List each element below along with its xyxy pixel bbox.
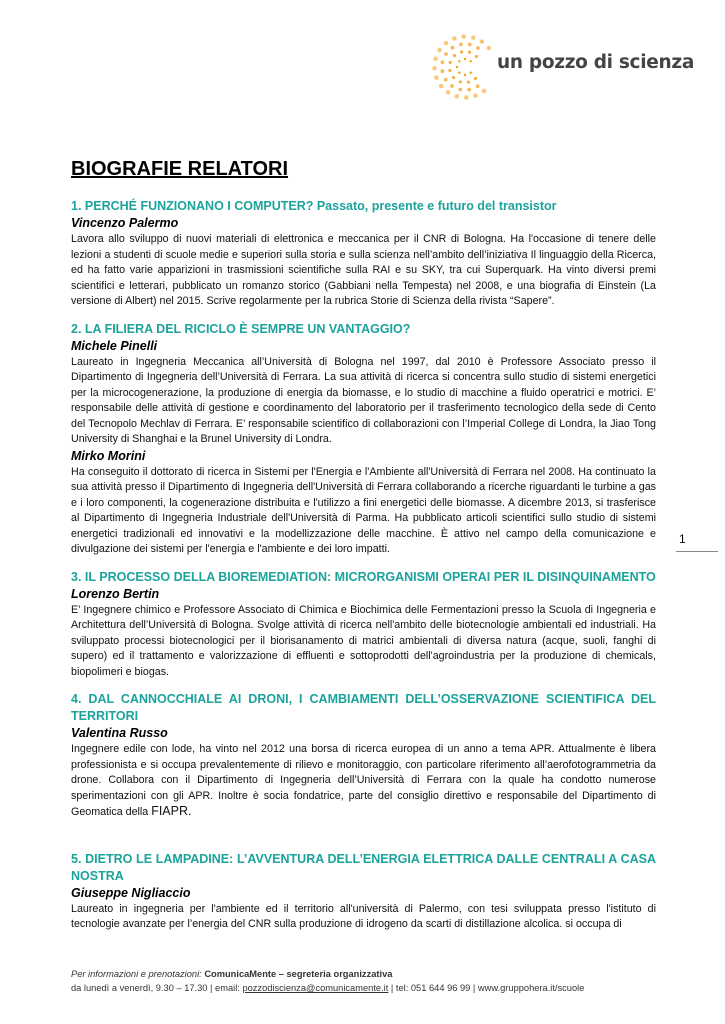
section-title: 5. DIETRO LE LAMPADINE: L’AVVENTURA DELL’ENERGIA ELETTRICA DALLE CENTRALI A CASA NOSTRA [71,851,656,883]
speaker-bio: Ha conseguito il dottorato di ricerca in Sistemi per l'Energia e l'Ambiente all'Università di Ferrara nel 2008. Ha continuato la sua attività presso il Dipartimento di Ingegneria dell'Università di Ferrara collaborando a ricerche riguardanti le turbine a gas e i loro componenti, la cogenerazione distribuita e l'utilizzo a fini energetici delle biomasse. A dicembre 2013, si trasferisce al Dipartimento di Ingegneria Industriale dell'Università di Parma. Ha pubblicato articoli scientifici sullo studio di sistemi energetici tradizionali ed innovativi e la modellizzazione delle macchine. È attivo nel campo della comunicazione e divulgazione dei sistemi per l'energia e l'ambiente e dei loro impatti. [71,465,656,555]
logo-text: un pozzo di scienza [497,52,695,73]
footer-email-link[interactable]: pozzodiscienza@comunicamente.it [242,983,389,993]
speaker-name: Mirko Morini [71,448,146,463]
speaker-bio: Lavora allo sviluppo di nuovi materiali di elettronica e meccanica per il CNR di Bologna. Ha l'occasione di tenere delle lezioni a studenti di scuole medie e superiori sulla storia e sulla scienza nell’ambito dell’iniziativa Il linguaggio della Ricerca, ed ha fatto varie apparizioni in trasmissioni scientifiche sulla RAI e su SKY, tra cui Superquark. Ha vinto diversi premi scientifici e letterari, pubblicato un romanzo storico (Gabbiani nella Tempesta) nel 2008, e una biografia di Einstein (La versione di Albert) nel 2015. Scrive regolarmente per la rubrica Storie di Scienza della rivista “Sapere”. [71,233,656,307]
speaker-name: Lorenzo Bertin [71,586,160,601]
section-2 [71,321,656,558]
speaker-name: Vincenzo Palermo [71,216,179,230]
speaker-bio: Laureato in Ingegneria Meccanica all’Università di Bologna nel 1997, dal 2010 è Professore Associato presso il Dipartimento di Ingegneria dell’Università di Ferrara. La sua attività di ricerca si concentra sullo studio di sistemi energetici per la microcogenerazione, la produzione di energia da biomasse, e lo studio di macchine a fluido operatrici e motrici. E’ responsabile delle attività di gestione e coordinamento del laboratorio per il trasferimento tecnologico della sede di Cento del Tecnopolo Mechlav di Ferrara. E’ responsabile scientifico di collaborazioni con l’Imperial College di Londra, la Jiao Tong University di Shanghai e la Brunel University di Londra. [71,355,656,445]
speaker-bio-text: Ingegnere edile con lode, ha vinto nel 2012 una borsa di ricerca europea di un anno a tema APR. Attualmente è libera professionista e si occupa prevalentemente di rilievo e monitoraggio, con particolare riferimento all’aerofotogrammetria da drone. Collabora con il Dipartimento di Ingegneria dell’Università di Ferrara con la quale ha condotto numerose sperimentazioni con gli APR. Inoltre è socia fondatrice, parte del consiglio direttivo e responsabile del Dipartimento di Geomatica della [71,743,656,818]
speaker-bio: E’ Ingegnere chimico e Professore Associato di Chimica e Biochimica delle Fermentazioni presso la Scuola di Ingegneria e Architettura dell’Università di Bologna. Svolge attività di ricerca nell'ambito delle biotecnologie ambientali ed industriali. Ha sviluppato processi biotecnologici per il biorisanamento di matrici ambientali di diversa natura (acque, suoli, fanghi di supero) ed il trattamento e valorizzazione di effluenti e sottoprodotti dell'agroindustria per la produzione di chemicals, biopolimeri e biogas. [71,603,656,678]
section-3 [71,569,656,681]
footer-line-2 [71,981,691,995]
page-number-divider [676,551,718,552]
footer [71,967,691,995]
section-5 [71,851,656,933]
section-title: 3. IL PROCESSO DELLA BIOREMEDIATION: MICRORGANISMI OPERAI PER IL DISINQUINAMENTO [71,569,656,584]
speaker-bio-end: FIAPR. [151,804,192,818]
page-number: 1 [679,532,686,546]
footer-line-1 [71,967,691,981]
section-4 [71,691,656,821]
section-title: 1. PERCHÉ FUNZIONANO I COMPUTER? Passato, presente e futuro del transistor [71,199,557,213]
footer-hours: da lunedì a venerdì, 9.30 – 17.30 | email: [71,983,240,993]
speaker-bio [71,742,656,821]
footer-contacts: | tel: 051 644 96 99 | www.gruppohera.it/scuole [390,983,585,993]
speaker-bio: Laureato in ingegneria per l'ambiente ed il territorio all'università di Palermo, con tesi sviluppata presso l'istituto di tecnologie avanzate per l’energia del CNR sulla produzione di idrogeno da scarti di distillazione alcolica. si occupa di [71,902,656,930]
sunburst-dots-logo-icon [431,32,493,102]
footer-org: ComunicaMente – segreteria organizzativa [204,969,393,979]
speaker-name: Valentina Russo [71,726,168,740]
section-title: 4. DAL CANNOCCHIALE AI DRONI, I CAMBIAMENTI DELL’OSSERVAZIONE SCIENTIFICA DEL TERRITORI [71,692,656,723]
section-title: 2. LA FILIERA DEL RICICLO È SEMPRE UN VANTAGGIO? [71,321,411,336]
page-title: BIOGRAFIE RELATORI [71,158,289,180]
biographies-content [71,198,656,933]
section-1 [71,198,656,310]
speaker-name: Giuseppe Nigliaccio [71,885,191,900]
footer-label: Per informazioni e prenotazioni: [71,969,202,979]
speaker-name: Michele Pinelli [71,338,158,353]
logo [431,32,695,102]
